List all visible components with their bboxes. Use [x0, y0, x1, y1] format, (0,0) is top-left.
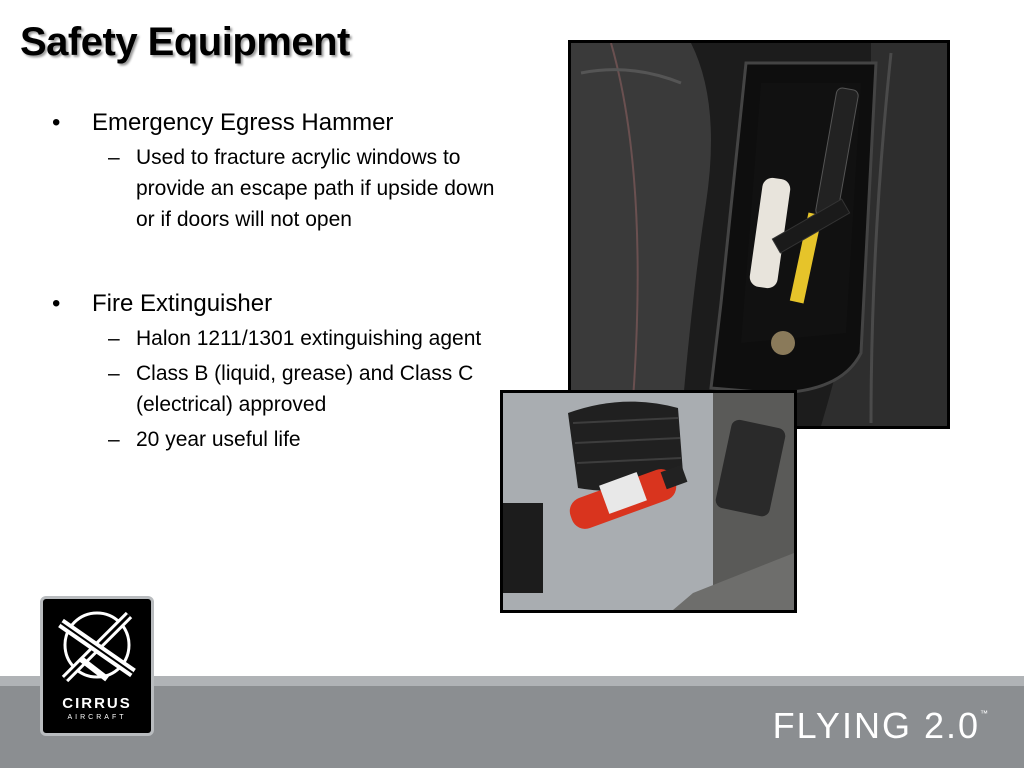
dash-marker: – [108, 362, 120, 385]
dash-marker: – [108, 327, 120, 350]
bullet-egress-hammer [52, 108, 502, 138]
slide-title: Safety Equipment [20, 20, 350, 64]
egress-hammer-photo [568, 40, 950, 429]
sub-bullet-text: Used to fracture acrylic windows to provide an escape path if upside down or if doors will not open [136, 146, 495, 231]
bullet-heading: Fire Extinguisher [92, 290, 273, 317]
fire-extinguisher-photo [500, 390, 797, 613]
bullet-fire-extinguisher [52, 289, 502, 319]
bullet-heading: Emergency Egress Hammer [92, 109, 394, 136]
sub-bullet [52, 323, 502, 354]
dash-marker: – [108, 428, 120, 451]
logo-sub-text: AIRCRAFT [67, 714, 127, 721]
bullet-list [52, 108, 502, 455]
sub-bullet-text: Halon 1211/1301 extinguishing agent [136, 327, 482, 350]
airplane-icon [51, 609, 143, 691]
sub-bullet [52, 358, 502, 420]
sub-bullet-text: 20 year useful life [136, 428, 301, 451]
flying-2-0-wordmark: FLYING 2.0™ [772, 705, 990, 746]
sub-bullet [52, 142, 502, 235]
bullet-marker: • [52, 290, 61, 317]
bullet-marker: • [52, 109, 61, 136]
sub-bullet [52, 424, 502, 455]
cirrus-aircraft-logo [40, 596, 154, 736]
sub-bullet-text: Class B (liquid, grease) and Class C (electrical) approved [136, 362, 474, 416]
dash-marker: – [108, 146, 120, 169]
logo-brand-text: CIRRUS [62, 695, 132, 712]
